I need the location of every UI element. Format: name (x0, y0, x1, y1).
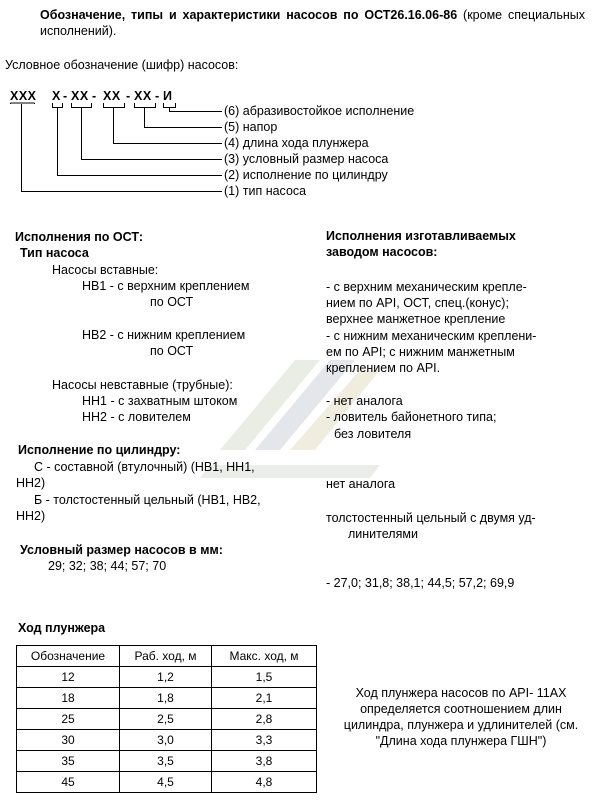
stroke-heading: Ход плунжера (18, 621, 106, 635)
size-values: 29; 32; 38; 44; 57; 70 (48, 559, 167, 573)
code-sep-2: - (92, 89, 97, 103)
table-header-cell: Раб. ход, м (120, 646, 212, 667)
ost-heading: Исполнения по ОСТ: (15, 230, 143, 244)
tubing-pumps-label: Насосы невставные (трубные): (52, 378, 233, 392)
factory-line-7: - нет аналога (326, 394, 403, 408)
table-cell: 2,8 (212, 709, 317, 730)
factory-line-13: - 27,0; 31,8; 38,1; 44,5; 57,2; 69,9 (326, 576, 515, 590)
table-cell: 2,1 (212, 688, 317, 709)
pump-type-heading: Тип насоса (20, 246, 89, 260)
code-sep-3: - (126, 89, 131, 103)
factory-line-2: нием по API, ОСТ, спец.(конус); (326, 296, 509, 310)
table-cell: 1,2 (120, 667, 212, 688)
table-cell: 2,5 (120, 709, 212, 730)
cylinder-heading: Исполнение по цилиндру: (18, 443, 181, 457)
nv2-line-2: по ОСТ (150, 344, 194, 358)
factory-line-10: нет аналога (326, 477, 396, 491)
factory-line-4: - с нижним механическим креплени- (326, 329, 537, 343)
intro-text: Условное обозначение (шифр) насосов: (5, 58, 239, 72)
cylinder-c-line-2: НН2) (16, 476, 46, 490)
table-header-row (17, 646, 317, 667)
nn2-line: НН2 - с ловителем (82, 410, 191, 424)
legend-item-1: (1) тип насоса (224, 184, 307, 198)
legend-item-3: (3) условный размер насоса (224, 152, 389, 166)
legend-item-5: (5) напор (224, 120, 278, 134)
table-cell: 12 (17, 667, 120, 688)
factory-line-11: толстостенный цельный с двумя уд- (326, 511, 536, 525)
table-header-cell: Обозначение (17, 646, 120, 667)
size-heading: Условный размер насосов в мм: (20, 543, 223, 557)
stroke-table (16, 645, 317, 793)
table-cell: 3,5 (120, 751, 212, 772)
code-part-5: ХХ (134, 89, 152, 103)
factory-line-1: - с верхним механическим крепле- (326, 280, 527, 294)
cylinder-b-line-2: НН2) (16, 509, 46, 523)
table-cell: 4,8 (212, 772, 317, 793)
factory-line-3: верхнее манжетное крепление (326, 312, 506, 326)
factory-heading-2: заводом насосов: (326, 245, 438, 259)
table-cell: 1,8 (120, 688, 212, 709)
factory-line-5: ем по API; с нижним манжетным (326, 345, 515, 359)
code-part-1: ХХХ (10, 89, 37, 103)
table-cell: 4,5 (120, 772, 212, 793)
table-header-cell: Макс. ход, м (212, 646, 317, 667)
factory-heading-1: Исполнения изготавливаемых (326, 229, 516, 243)
table-cell: 25 (17, 709, 120, 730)
legend-item-4: (4) длина хода плунжера (224, 136, 369, 150)
title-bold: Обозначение, типы и характеристики насосов по ОСТ26.16.06-86 (40, 8, 458, 22)
cylinder-c-line-1: С - составной (втулочный) (НВ1, НН1, (34, 460, 255, 474)
code-part-3: ХХ (71, 89, 89, 103)
table-row (17, 751, 317, 772)
table-cell: 35 (17, 751, 120, 772)
legend-item-2: (2) исполнение по цилиндру (224, 168, 388, 182)
table-row (17, 730, 317, 751)
nv1-line-2: по ОСТ (150, 295, 194, 309)
factory-line-8: - ловитель байонетного типа; (326, 410, 497, 424)
nv1-line-1: НВ1 - с верхним креплением (82, 279, 250, 293)
code-part-6: И (163, 89, 173, 103)
legend-item-6: (6) абразивостойкое исполнение (224, 104, 415, 118)
factory-line-6: креплением по API. (326, 361, 441, 375)
nv2-line-1: НВ2 - с нижним креплением (82, 328, 246, 342)
table-cell: 45 (17, 772, 120, 793)
table-cell: 3,8 (212, 751, 317, 772)
code-sep-1: - (63, 89, 68, 103)
table-row (17, 772, 317, 793)
cylinder-b-line-1: Б - толстостенный цельный (НВ1, НВ2, (34, 493, 261, 507)
code-part-4: ХХ (103, 89, 121, 103)
table-row (17, 709, 317, 730)
factory-line-9: без ловителя (334, 427, 412, 441)
table-cell: 3,0 (120, 730, 212, 751)
api-stroke-note: Ход плунжера насосов по API- 11AX определяется соотношением длин цилиндра, плунжера и удлинителей (см. "Длина хода плунжера ГШН") (343, 686, 579, 748)
nn1-line: НН1 - с захватным штоком (82, 394, 238, 408)
table-row (17, 688, 317, 709)
table-cell: 18 (17, 688, 120, 709)
inserted-pumps-label: Насосы вставные: (52, 263, 159, 277)
title-rest: (кроме специальных исполнений). (40, 8, 585, 38)
table-cell: 1,5 (212, 667, 317, 688)
table-cell: 30 (17, 730, 120, 751)
code-part-2: Х (52, 89, 61, 103)
table-row (17, 667, 317, 688)
code-sep-4: - (155, 89, 160, 103)
table-cell: 3,3 (212, 730, 317, 751)
factory-line-12: линителями (348, 527, 418, 541)
